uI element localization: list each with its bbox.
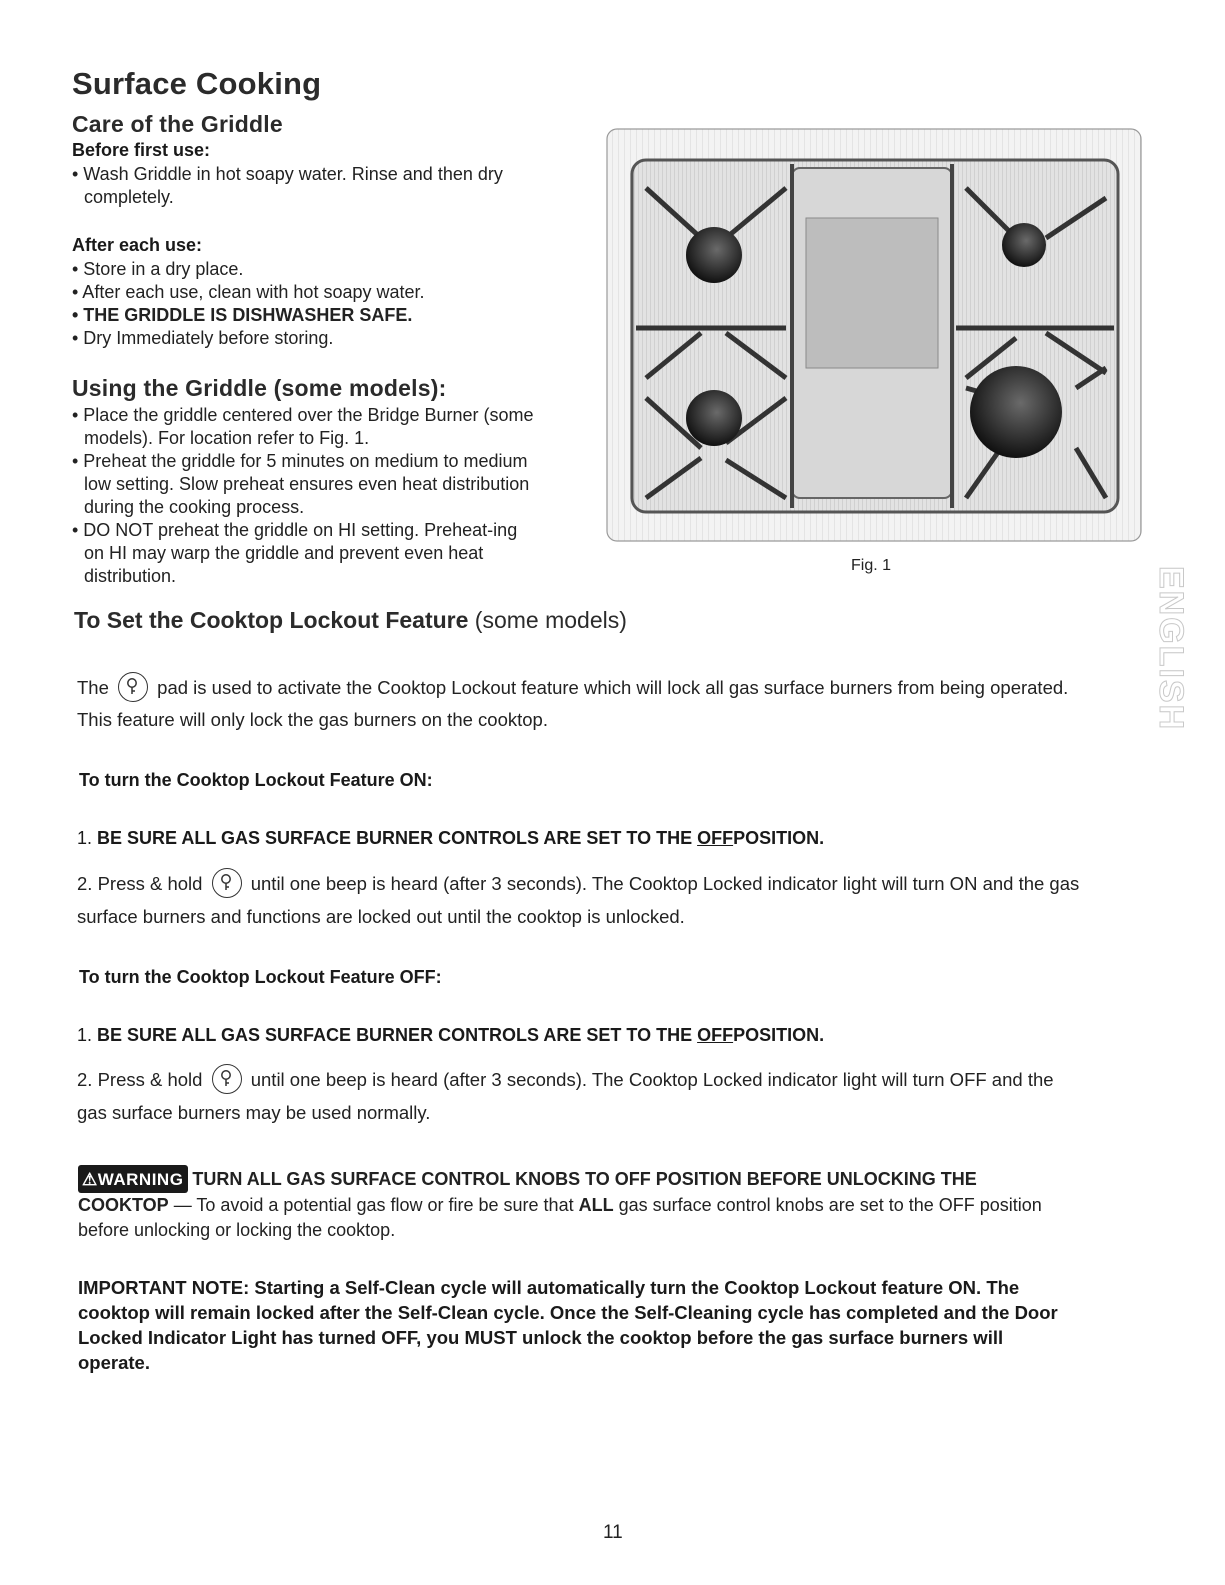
warning-title: TURN ALL GAS SURFACE CONTROL KNOBS TO OFF POSITION BEFORE UNLOCKING THE [192, 1169, 977, 1189]
using-list [72, 404, 542, 588]
step-text: 2. Press & hold [77, 1069, 203, 1090]
lockout-on-step2-line2: surface burners and functions are locked out until the cooktop is unlocked. [77, 906, 685, 927]
warning-title-cont: COOKTOP [78, 1195, 169, 1215]
using-item: • Preheat the griddle for 5 minutes on medium to medium low setting. Slow preheat ensures even heat distribution during the cooking process. [72, 451, 530, 517]
warning-badge-label: WARNING [97, 1170, 184, 1189]
page-title: Surface Cooking [72, 66, 322, 101]
important-line: operate. [78, 1352, 150, 1373]
lockout-off-heading: To turn the Cooktop Lockout Feature OFF: [79, 967, 442, 987]
after-item: • Dry Immediately before storing. [72, 328, 334, 348]
warning-text-line3: before unlocking or locking the cooktop. [78, 1220, 396, 1240]
important-line: cooktop will remain locked after the Self-Clean cycle. Once the Self-Cleaning cycle has completed and the Door [78, 1302, 1058, 1323]
warning-block [78, 1165, 1158, 1243]
after-item: • Store in a dry place. [72, 259, 244, 279]
important-line: Locked Indicator Light has turned OFF, you MUST unlock the cooktop before the gas surface burners will [78, 1327, 1004, 1348]
burner-right-rear [1002, 223, 1046, 267]
important-line: IMPORTANT NOTE: Starting a Self-Clean cycle will automatically turn the Cooktop Lockout feature ON. The [78, 1277, 1020, 1298]
using-item: • Place the griddle centered over the Bridge Burner (some models). For location refer to Fig. 1. [72, 405, 534, 448]
lockout-off-step2-line2: gas surface burners may be used normally. [77, 1102, 431, 1123]
burner-right-front [970, 366, 1062, 458]
care-heading: Care of the Griddle [72, 111, 283, 137]
burner-left-rear [686, 227, 742, 283]
step-number: 1. [77, 828, 93, 848]
lockout-on-heading: To turn the Cooktop Lockout Feature ON: [79, 770, 433, 790]
before-first-use-label: Before first use: [72, 140, 211, 160]
burner-left-front [686, 390, 742, 446]
off-underlined: OFF [697, 828, 734, 848]
after-item-dishwasher: • THE GRIDDLE IS DISHWASHER SAFE. [72, 305, 413, 325]
warning-text-all: ALL [578, 1195, 614, 1215]
step-text: until one beep is heard (after 3 seconds). The Cooktop Locked indicator light will turn ON and the gas [250, 873, 1080, 894]
lockout-off-step1 [77, 1025, 824, 1046]
warning-text: gas surface control knobs are set to the OFF position [613, 1195, 1042, 1215]
step-text: 2. Press & hold [77, 873, 203, 894]
after-list [72, 258, 572, 350]
lockout-intro [77, 673, 1137, 703]
before-item: • Wash Griddle in hot soapy water. Rinse and then dry completely. [72, 164, 503, 207]
intro-text: pad is used to activate the Cooktop Lockout feature which will lock all gas surface burners from being operated. [157, 677, 1069, 698]
using-item: • DO NOT preheat the griddle on HI setting. Preheat-ing on HI may warp the griddle and prevent even heat distribution. [72, 520, 518, 586]
lock-pad-icon [212, 1064, 242, 1094]
cooktop-figure [606, 128, 1142, 549]
lockout-intro-line2: This feature will only lock the gas burners on the cooktop. [77, 709, 548, 730]
language-side-tab: ENGLISH [1152, 566, 1190, 732]
lockout-heading-main: To Set the Cooktop Lockout Feature [74, 607, 469, 633]
warning-triangle-icon: ⚠ [82, 1170, 98, 1189]
step-text: POSITION. [733, 828, 825, 848]
important-note [78, 1275, 1178, 1375]
step-number: 1. [77, 1025, 93, 1045]
step-text: BE SURE ALL GAS SURFACE BURNER CONTROLS ARE SET TO THE [97, 1025, 693, 1045]
lockout-on-step2 [77, 869, 1157, 899]
cooktop-illustration [606, 128, 1142, 544]
figure-caption: Fig. 1 [851, 557, 892, 574]
warning-badge [78, 1165, 188, 1193]
off-underlined: OFF [697, 1025, 734, 1045]
page-number: 11 [603, 1522, 623, 1543]
step-text: until one beep is heard (after 3 seconds). The Cooktop Locked indicator light will turn OFF and the [250, 1069, 1054, 1090]
lockout-off-step2 [77, 1065, 1157, 1095]
intro-text: The [77, 677, 109, 698]
warning-text: — To avoid a potential gas flow or fire be sure that [168, 1195, 579, 1215]
using-heading: Using the Griddle (some models): [72, 375, 447, 401]
after-item: • After each use, clean with hot soapy water. [72, 282, 425, 302]
lockout-on-step1 [77, 828, 824, 849]
lock-pad-icon [212, 868, 242, 898]
step-text: BE SURE ALL GAS SURFACE BURNER CONTROLS ARE SET TO THE [97, 828, 693, 848]
after-each-use-label: After each use: [72, 235, 203, 255]
lockout-heading [74, 607, 627, 634]
lock-pad-icon [118, 672, 148, 702]
lockout-heading-suffix: (some models) [468, 607, 627, 633]
step-text: POSITION. [733, 1025, 825, 1045]
